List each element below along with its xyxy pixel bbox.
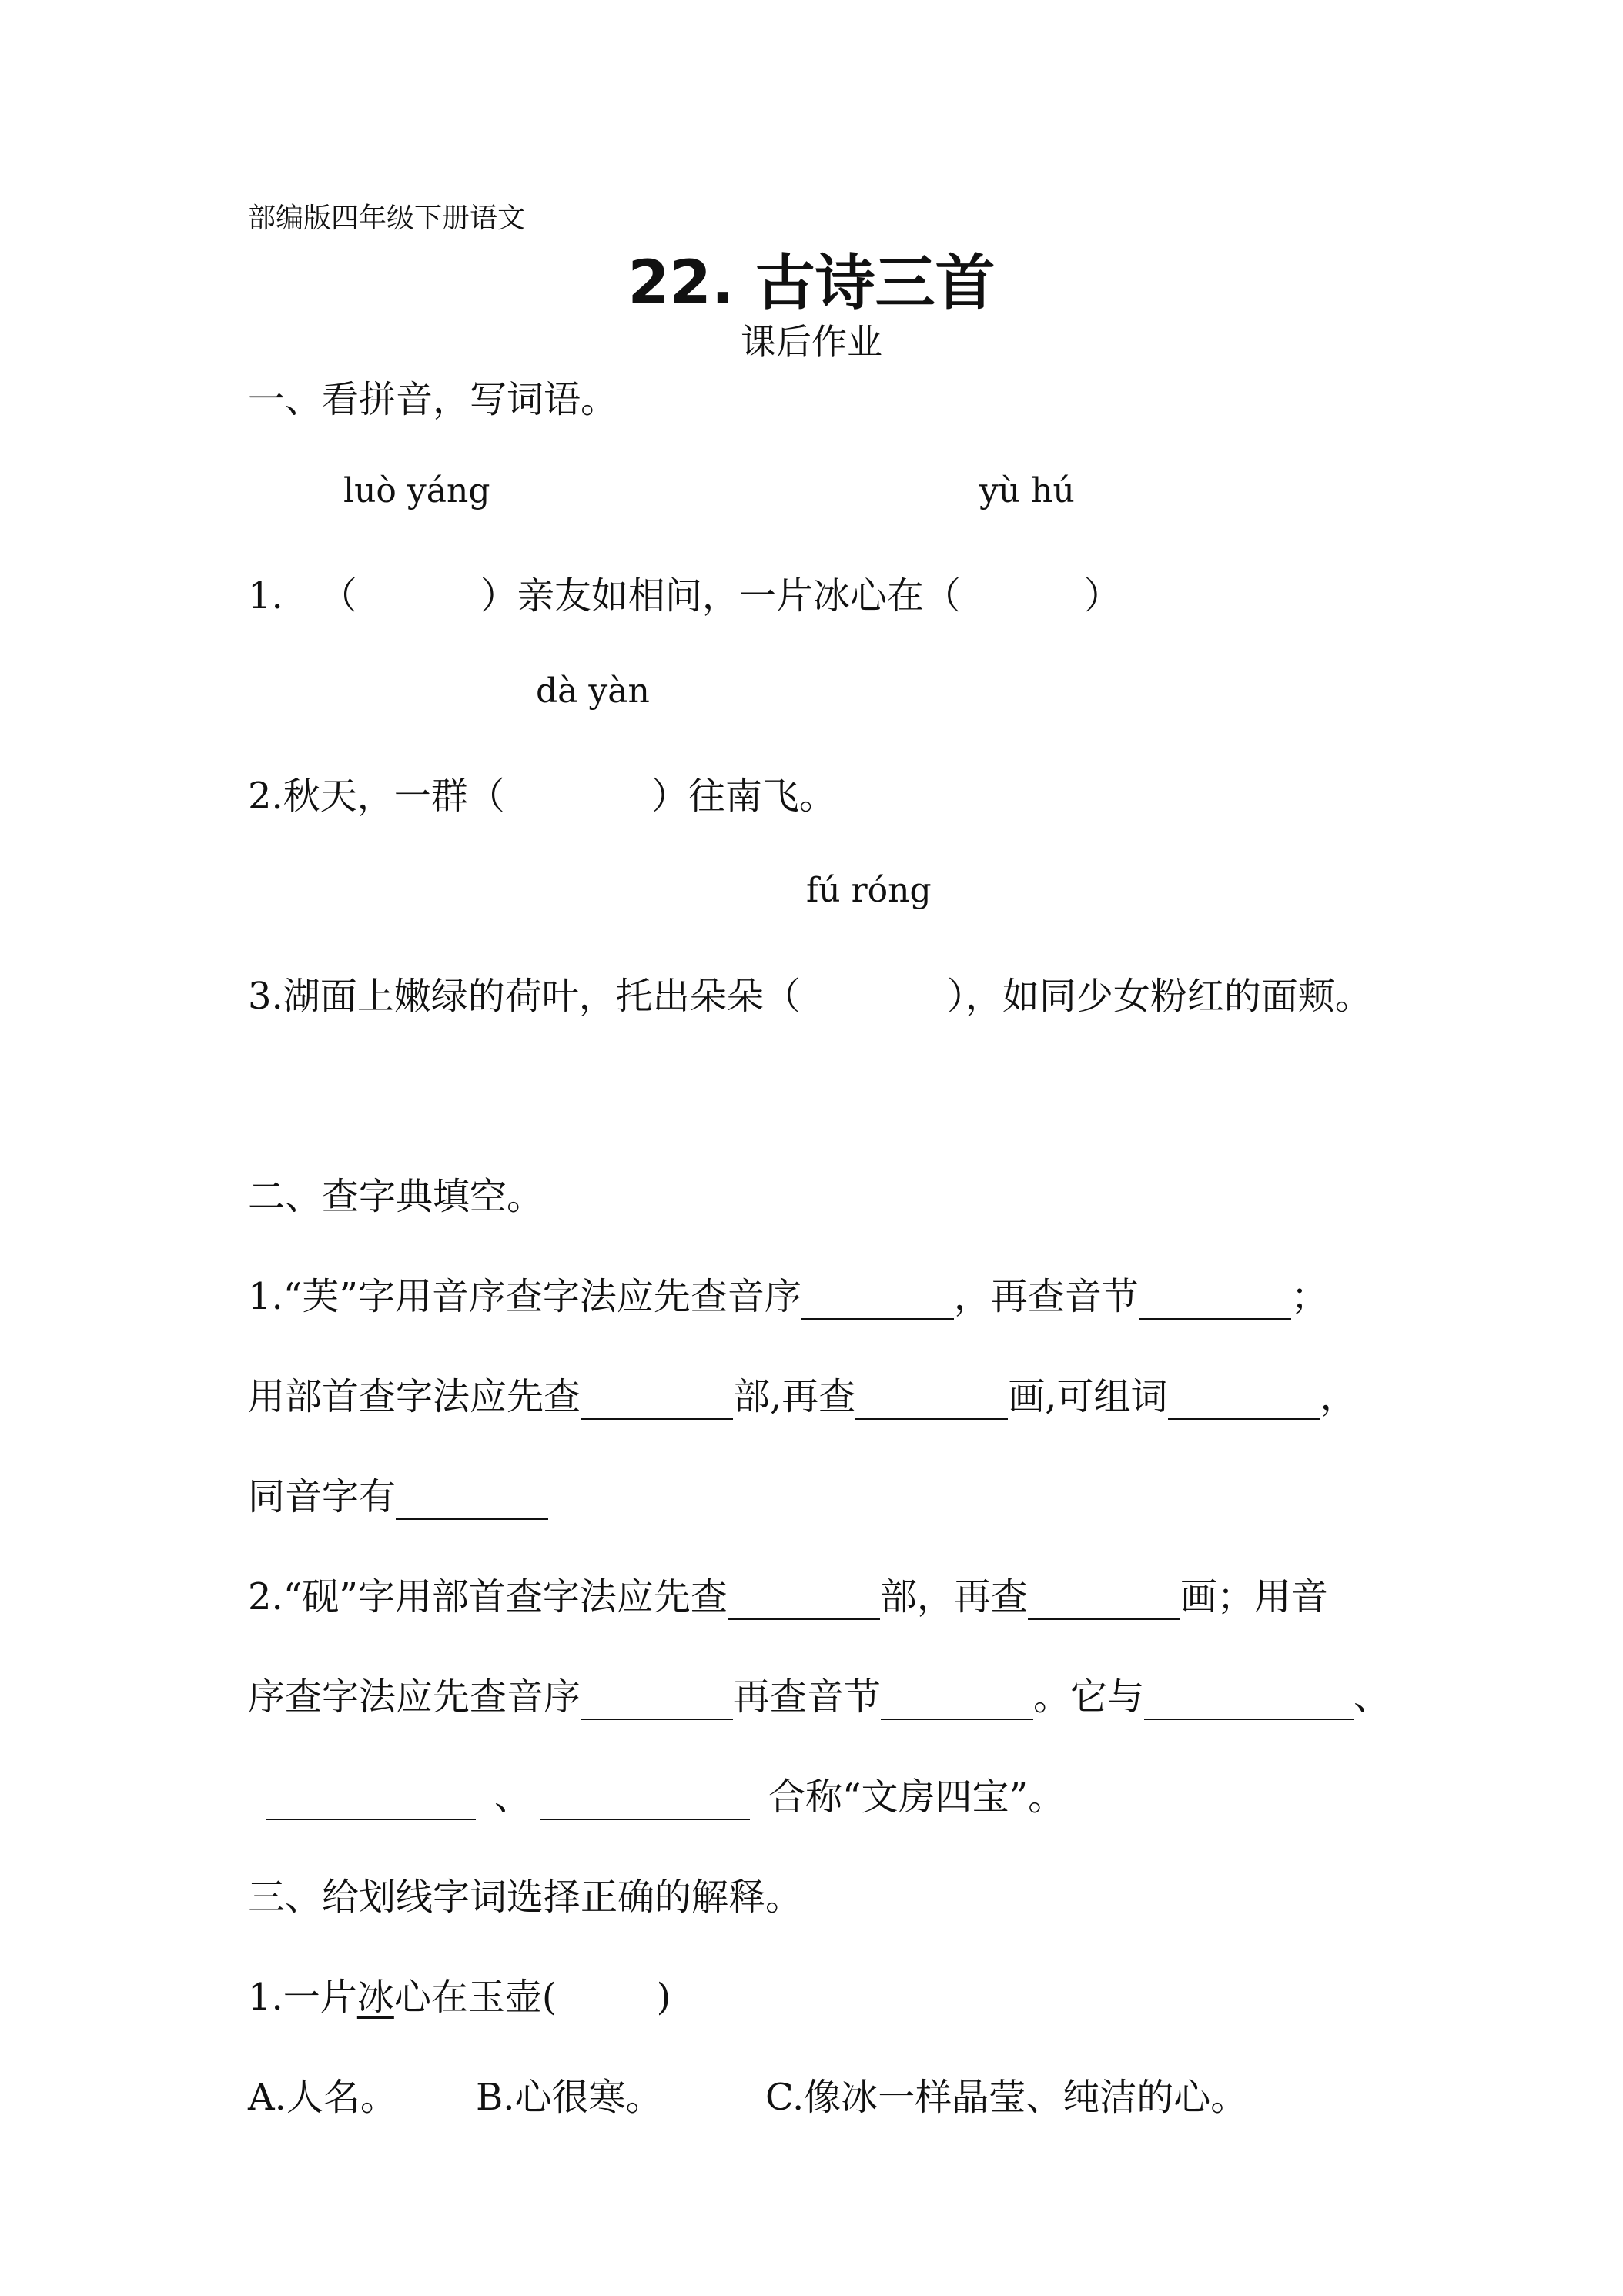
paren-open: （ — [320, 574, 357, 618]
underlined-word: 冰 — [356, 1976, 394, 2019]
question-2-2-line1 — [248, 1567, 1328, 1620]
question-text: 画,可组词 — [1008, 1375, 1168, 1418]
pinyin-yuhu: yù hú — [979, 471, 1075, 510]
question-text: 2.秋天，一群（ — [248, 775, 505, 818]
question-text: ； — [1290, 1275, 1328, 1318]
answer-blank[interactable] — [1139, 1277, 1291, 1320]
answer-blank[interactable] — [1168, 1377, 1320, 1420]
answer-blank[interactable] — [801, 1277, 954, 1320]
question-1-1 — [248, 566, 1121, 619]
paren-close: ） — [1083, 574, 1121, 618]
question-text: 同音字有 — [248, 1475, 397, 1518]
question-text: 、 — [1354, 1675, 1391, 1719]
answer-blank[interactable] — [1028, 1578, 1180, 1620]
question-text: 3.湖面上嫩绿的荷叶，托出朵朵（ — [248, 975, 801, 1018]
question-2-2-line2 — [248, 1667, 1390, 1720]
question-1-2 — [248, 766, 836, 819]
section3-heading: 三、给划线字词选择正确的解释。 — [248, 1876, 803, 1919]
question-text-end: ），如同少女粉红的面颊。 — [946, 975, 1372, 1018]
question-text: 1.一片 — [248, 1976, 357, 2019]
answer-blank[interactable] — [266, 1778, 476, 1820]
question-text: 合称“文房四宝”。 — [768, 1776, 1066, 1819]
page-title: 22. 古诗三首 — [627, 249, 996, 318]
pinyin-furong: fú róng — [806, 871, 932, 910]
question-text: 画；用音 — [1180, 1575, 1328, 1618]
answer-blank[interactable] — [581, 1678, 733, 1720]
option-b[interactable]: B.心很寒。 — [476, 2076, 663, 2119]
subject-label: 部编版四年级下册语文 — [248, 202, 526, 234]
section1-heading: 一、看拼音，写词语。 — [248, 378, 618, 421]
question-2-1-line1 — [248, 1267, 1328, 1320]
question-text: 部，再查 — [879, 1575, 1028, 1618]
question-2-1-line3 — [248, 1467, 548, 1520]
question-text: 。它与 — [1033, 1675, 1145, 1719]
paren-close: ) — [656, 1976, 671, 2019]
question-3-1 — [248, 1967, 671, 2020]
answer-blank[interactable] — [1144, 1678, 1354, 1720]
question-text: 心在玉壶( — [393, 1976, 557, 2019]
question-text: 1.“芙”字用音序查字法应先查音序 — [248, 1275, 801, 1318]
question-2-1-line2 — [248, 1367, 1357, 1420]
page-subtitle: 课后作业 — [741, 321, 882, 363]
option-c[interactable]: C.像冰一样晶莹、纯洁的心。 — [765, 2076, 1248, 2119]
question-1-3 — [248, 966, 1372, 1019]
answer-blank[interactable] — [581, 1377, 733, 1420]
pinyin-dayan: dà yàn — [536, 671, 650, 711]
question-text: 部,再查 — [733, 1375, 856, 1418]
pinyin-luoyang: luò yáng — [343, 471, 490, 510]
answer-blank[interactable] — [881, 1678, 1033, 1720]
question-text: 序查字法应先查音序 — [248, 1675, 581, 1719]
answer-blank[interactable] — [855, 1377, 1008, 1420]
question-text: 2.“砚”字用部首查字法应先查 — [248, 1575, 728, 1618]
answer-blank[interactable] — [540, 1778, 750, 1820]
question-2-2-line3 — [266, 1767, 1065, 1820]
question-number: 1. — [248, 574, 283, 618]
answer-blank[interactable] — [728, 1578, 880, 1620]
question-text: 、 — [494, 1776, 532, 1819]
question-text: 再查音节 — [733, 1675, 882, 1719]
answer-blank[interactable] — [396, 1478, 548, 1520]
question-text: ）亲友如相问，一片冰心在（ — [480, 574, 961, 618]
question-text-end: ）往南飞。 — [651, 775, 836, 818]
section2-heading: 二、查字典填空。 — [248, 1175, 544, 1218]
question-text: ，再查音节 — [953, 1275, 1139, 1318]
question-text: ， — [1320, 1375, 1357, 1418]
option-a[interactable]: A.人名。 — [248, 2076, 397, 2119]
question-text: 用部首查字法应先查 — [248, 1375, 581, 1418]
